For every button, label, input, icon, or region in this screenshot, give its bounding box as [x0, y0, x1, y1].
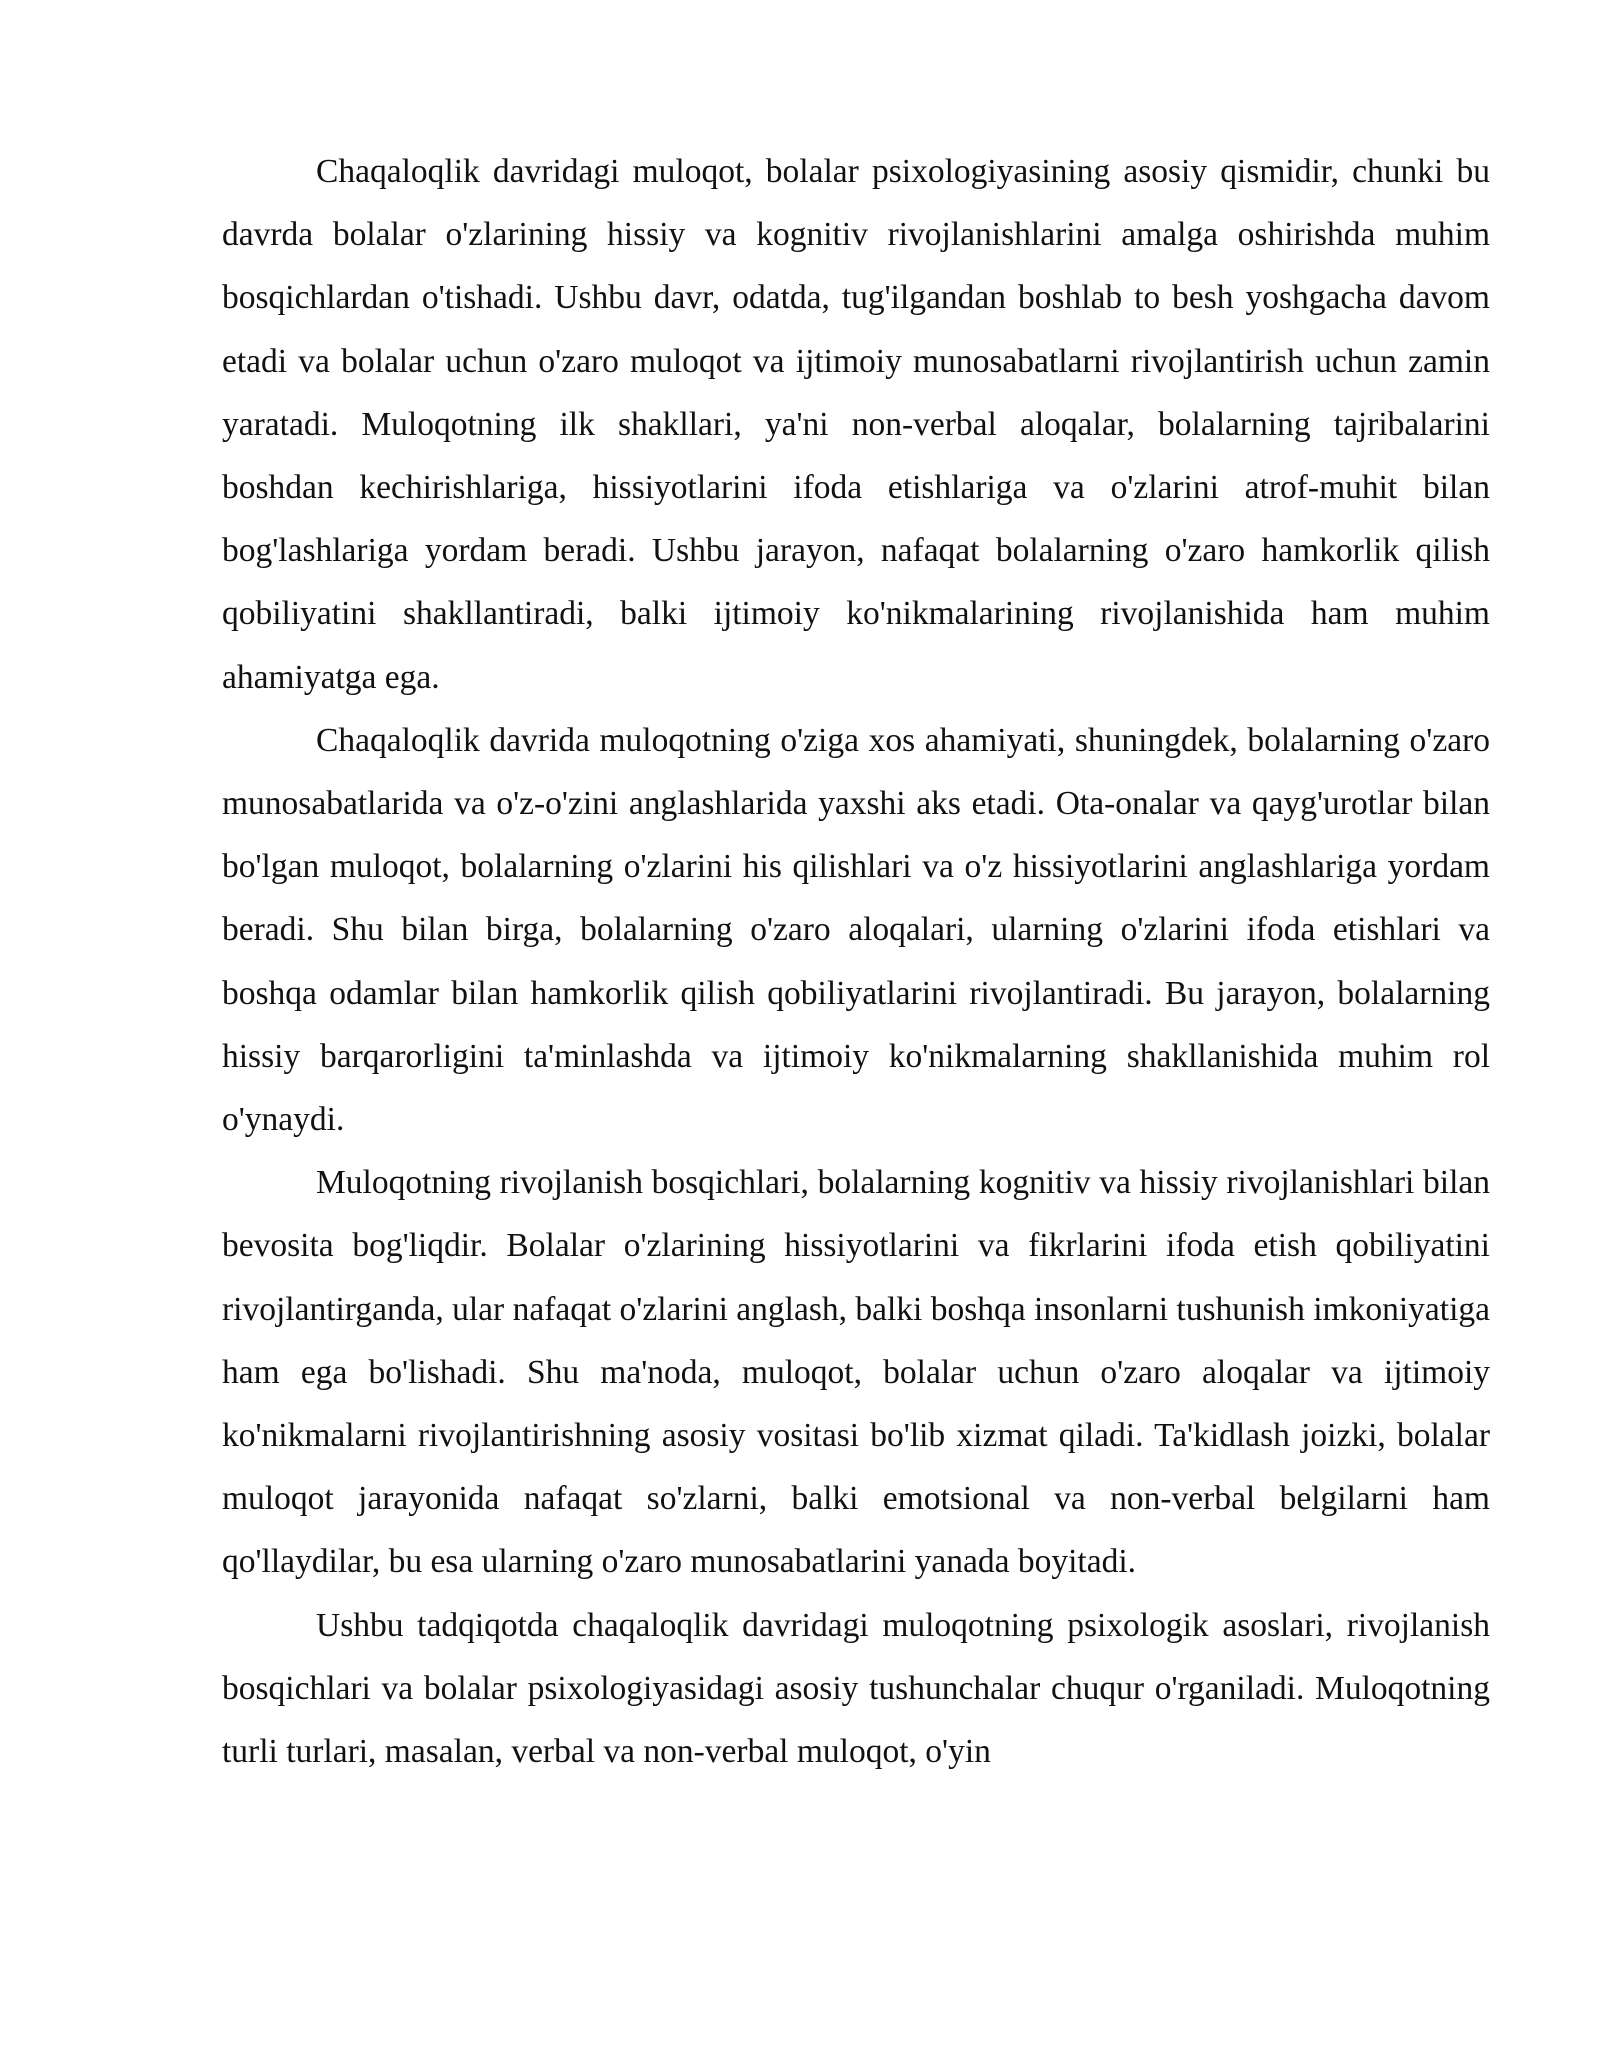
paragraph-3: Muloqotning rivojlanish bosqichlari, bolalarning kognitiv va hissiy rivojlanishlari bilan bevosita bog'liqdir. Bolalar o'zlarining hissiyotlarini va fikrlarini ifoda etish qobiliyatini rivojlantirganda, ular nafaqat o'zlarini anglash, balki boshqa insonlarni tushunish imkoniyatiga ham ega bo'lishadi. Shu ma'noda, muloqot, bolalar uchun o'zaro aloqalar va ijtimoiy ko'nikmalarni rivojlantirishning asosiy vositasi bo'lib xizmat qiladi. Ta'kidlash joizki, bolalar muloqot jarayonida nafaqat so'zlarni, balki emotsional va non-verbal belgilarni ham qo'llaydilar, bu esa ularning o'zaro munosabatlarini yanada boyitadi.	[222, 1164, 1490, 1581]
paragraph-4: Ushbu tadqiqotda chaqaloqlik davridagi muloqotning psixologik asoslari, rivojlanish bosqichlari va bolalar psixologiyasidagi asosiy tushunchalar chuqur o'rganiladi. Muloqotning turli turlari, masalan, verbal va non-verbal muloqot, o'yin	[222, 1606, 1490, 1771]
document-body	[222, 140, 1490, 1783]
paragraph-1: Chaqaloqlik davridagi muloqot, bolalar psixologiyasining asosiy qismidir, chunki bu davrda bolalar o'zlarining hissiy va kognitiv rivojlanishlarini amalga oshirishda muhim bosqichlardan o'tishadi. Ushbu davr, odatda, tug'ilgandan boshlab to besh yoshgacha davom etadi va bolalar uchun o'zaro muloqot va ijtimoiy munosabatlarni rivojlantirish uchun zamin yaratadi. Muloqotning ilk shakllari, ya'ni non-verbal aloqalar, bolalarning tajribalarini boshdan kechirishlariga, hissiyotlarini ifoda etishlariga va o'zlarini atrof-muhit bilan bog'lashlariga yordam beradi. Ushbu jarayon, nafaqat bolalarning o'zaro hamkorlik qilish qobiliyatini shakllantiradi, balki ijtimoiy ko'nikmalarining rivojlanishida ham muhim ahamiyatga ega.	[222, 153, 1490, 696]
paragraph-2: Chaqaloqlik davrida muloqotning o'ziga xos ahamiyati, shuningdek, bolalarning o'zaro munosabatlarida va o'z-o'zini anglashlarida yaxshi aks etadi. Ota-onalar va qayg'urotlar bilan bo'lgan muloqot, bolalarning o'zlarini his qilishlari va o'z hissiyotlarini anglashlariga yordam beradi. Shu bilan birga, bolalarning o'zaro aloqalari, ularning o'zlarini ifoda etishlari va boshqa odamlar bilan hamkorlik qilish qobiliyatlarini rivojlantiradi. Bu jarayon, bolalarning hissiy barqarorligini ta'minlashda va ijtimoiy ko'nikmalarning shakllanishida muhim rol o'ynaydi.	[222, 721, 1490, 1139]
